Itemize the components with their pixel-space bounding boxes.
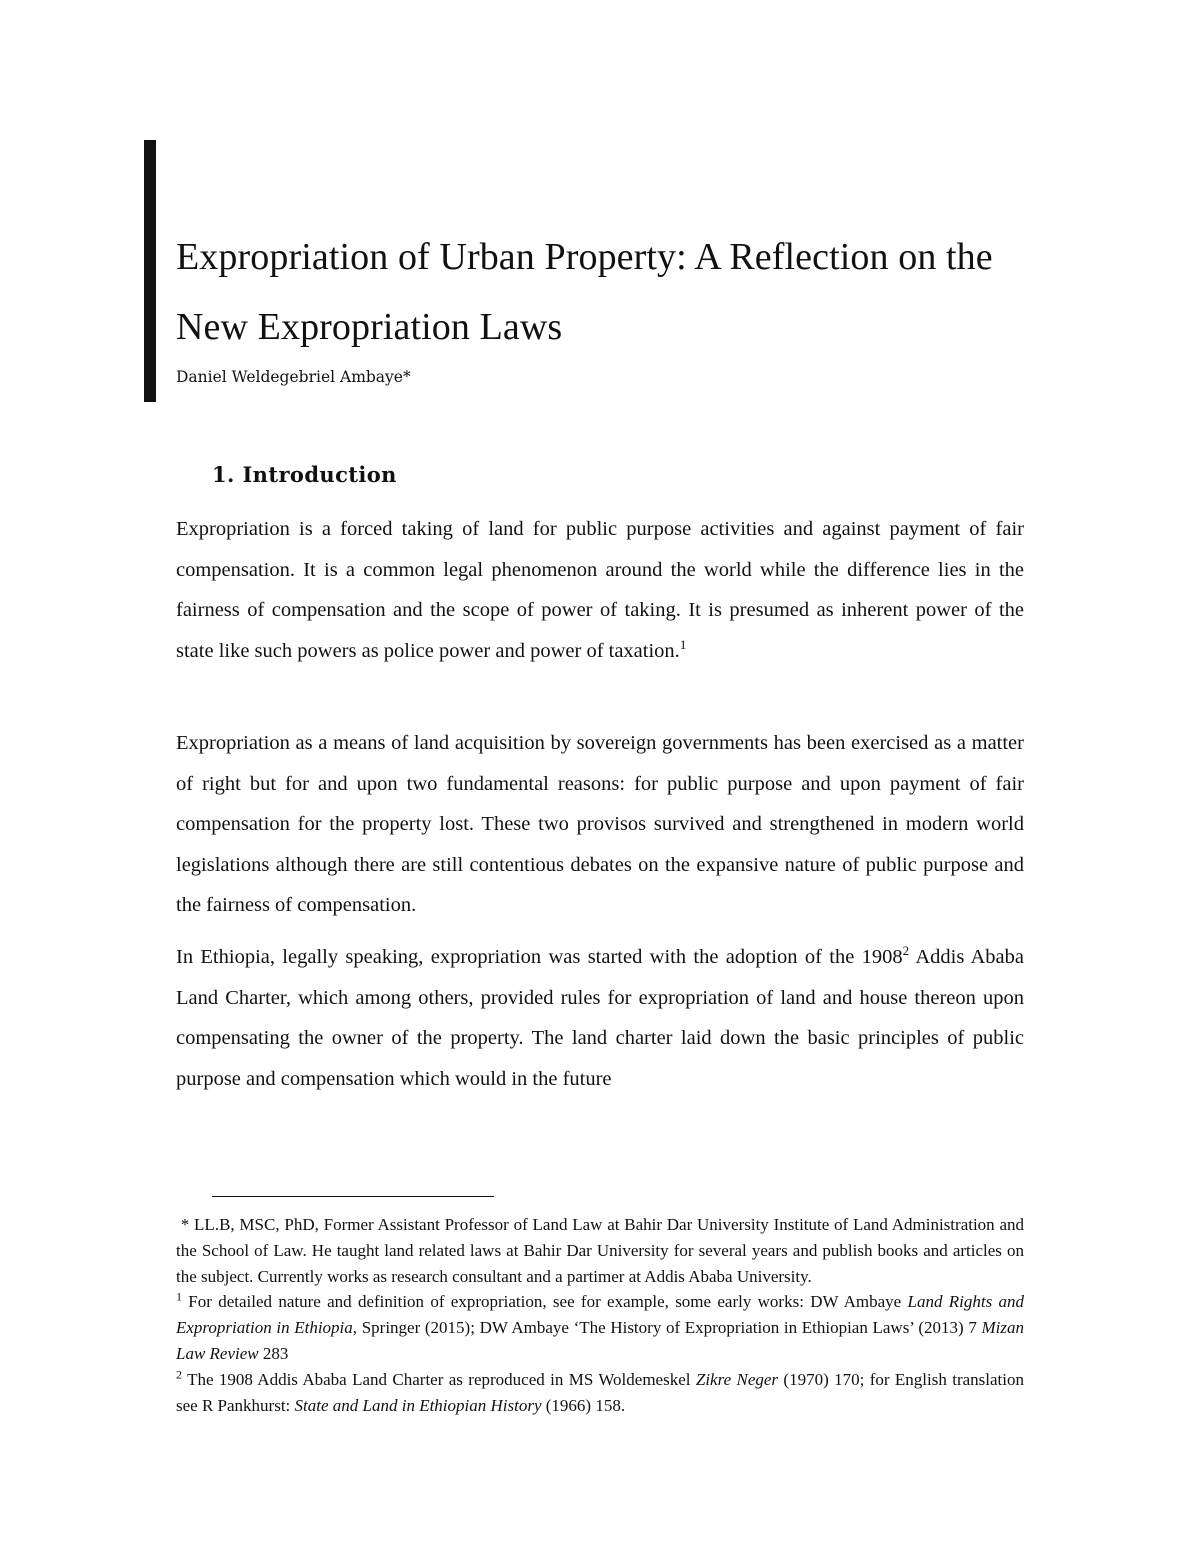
paragraph-1-text: Expropriation is a forced taking of land for public purpose activities and against payment of fair compensation. It is a common legal phenomenon around the world while the difference lies in the fairness of compensation and the scope of power of taking. It is presumed as inherent power of the state like such powers as police power and power of taxation.: [176, 518, 1024, 662]
footnote-ref-2: 2: [902, 943, 910, 959]
section-heading: [212, 462, 397, 487]
footnote-author: [176, 1212, 1024, 1289]
section-number: 1.: [212, 462, 235, 487]
footnote-2-mark: 2: [176, 1367, 182, 1382]
author-name: Daniel Weldegebriel Ambaye*: [176, 368, 411, 386]
footnote-author-mark: *: [180, 1215, 190, 1234]
footnote-2-text-a: The 1908 Addis Ababa Land Charter as reproduced in MS Woldemeskel: [182, 1369, 696, 1389]
footnotes: [176, 1212, 1024, 1418]
paragraph-3-text-a: In Ethiopia, legally speaking, expropriation was started with the adoption of the 1908: [176, 946, 903, 968]
paper-title: Expropriation of Urban Property: A Reflection on the New Expropriation Laws: [176, 236, 993, 348]
footnote-1: [176, 1289, 1024, 1366]
footnote-2-book-title-2: State and Land in Ethiopian History: [294, 1395, 542, 1415]
footnote-2-text-c: (1966) 158.: [541, 1395, 626, 1415]
paragraph-3: [176, 937, 1024, 1099]
paragraph-3-text-b: Addis Ababa Land Charter, which among others, provided rules for expropriation of land and house thereon upon compensating the owner of the property. The land charter laid down the basic principles of public purpose and compensation which would in the future: [176, 946, 1024, 1090]
paragraph-2: Expropriation as a means of land acquisition by sovereign governments has been exercised as a matter of right but for and upon two fundamental reasons: for public purpose and upon payment of fair compensation for the property lost. These two provisos survived and strengthened in modern world legislations although there are still contentious debates on the expansive nature of public purpose and the fairness of compensation.: [176, 732, 1024, 916]
footnote-1-book-title: Land Rights and Expropriation in Ethiopia,: [176, 1292, 1024, 1338]
footnote-1-mark: 1: [176, 1289, 182, 1304]
footnote-1-journal: Mizan Law Review: [176, 1318, 1024, 1363]
paragraph-1: [176, 509, 1024, 671]
title-accent-bar: [144, 140, 156, 402]
footnote-1-text-c: 283: [258, 1343, 289, 1363]
footnote-separator: [212, 1196, 494, 1197]
footnote-2-text-b: (1970) 170; for English translation see R Pankhurst:: [176, 1369, 1024, 1415]
footnote-ref-1: 1: [679, 636, 687, 652]
footnote-1-text-b: Springer (2015); DW Ambaye ‘The History of Expropriation in Ethiopian Laws’ (2013) 7: [357, 1318, 982, 1338]
footnote-1-text-a: For detailed nature and definition of expropriation, see for example, some early works: DW Ambaye: [182, 1292, 908, 1312]
footnote-2-book-title: Zikre Neger: [695, 1369, 779, 1389]
footnote-2: [176, 1367, 1024, 1419]
section-title: Introduction: [242, 462, 397, 487]
footnote-author-text: LL.B, MSC, PhD, Former Assistant Professor of Land Law at Bahir Dar University Institute of Land Administration and the School of Law. He taught land related laws at Bahir Dar University for several years and publish books and articles on the subject. Currently works as research consultant and a partimer at Addis Ababa University.: [176, 1215, 1024, 1286]
